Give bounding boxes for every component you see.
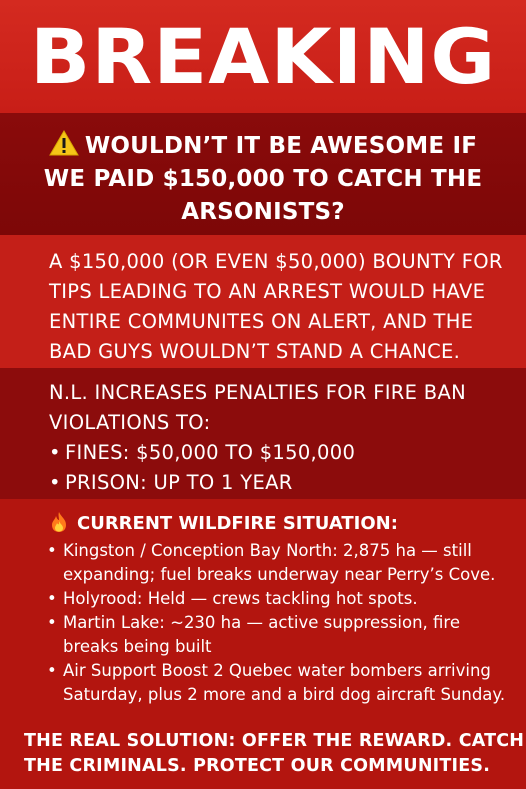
bullet-dot: • bbox=[49, 471, 61, 494]
bounty-line-2: TIPS LEADING TO AN ARREST WOULD HAVE bbox=[49, 280, 486, 303]
wildfire-section bbox=[0, 499, 526, 723]
bounty-line-3: ENTIRE COMMUNITES ON ALERT, AND THE bbox=[49, 310, 474, 333]
warning-icon bbox=[49, 130, 79, 156]
question-line-2: WE PAID $150,000 TO CATCH THE bbox=[43, 166, 483, 192]
penalty-prison bbox=[49, 468, 526, 498]
bounty-section bbox=[0, 235, 526, 368]
item-line: Holyrood: Held — crews tackling hot spots. bbox=[63, 589, 418, 608]
penalty-prison-text: PRISON: UP TO 1 YEAR bbox=[65, 471, 293, 494]
question-section bbox=[0, 113, 526, 235]
solution-line-1: THE REAL SOLUTION: OFFER THE REWARD. CATCH bbox=[24, 731, 525, 751]
item-line: Air Support Boost 2 Quebec water bombers arriving bbox=[63, 661, 491, 680]
list-item bbox=[47, 659, 526, 707]
bounty-line-4: BAD GUYS WOULDN’T STAND A CHANCE. bbox=[49, 340, 461, 363]
item-line: Saturday, plus 2 more and a bird dog aircraft Sunday. bbox=[63, 685, 506, 704]
penalty-fines bbox=[49, 438, 526, 468]
penalty-fines-text: FINES: $50,000 TO $150,000 bbox=[65, 441, 356, 464]
page-title: BREAKING bbox=[29, 11, 497, 101]
item-line: breaks being built bbox=[63, 637, 212, 656]
question-line-3: ARSONISTS? bbox=[181, 199, 345, 225]
item-line: Kingston / Conception Bay North: 2,875 ha — still bbox=[63, 541, 472, 560]
list-item bbox=[47, 587, 526, 611]
bullet-dot: • bbox=[47, 541, 57, 560]
bullet-dot: • bbox=[49, 441, 61, 464]
item-line: Martin Lake: ~230 ha — active suppression, fire bbox=[63, 613, 460, 632]
question-text-1: WOULDN’T IT BE AWESOME IF bbox=[84, 133, 478, 159]
penalties-section bbox=[0, 368, 526, 499]
header-banner bbox=[0, 0, 526, 113]
question-line-1 bbox=[0, 130, 526, 163]
item-line: expanding; fuel breaks underway near Perry’s Cove. bbox=[63, 565, 496, 584]
wildfire-list bbox=[47, 539, 526, 707]
penalties-heading-2: VIOLATIONS TO: bbox=[49, 411, 211, 434]
solution-section bbox=[0, 723, 526, 789]
wildfire-title bbox=[47, 511, 526, 537]
bullet-dot: • bbox=[47, 589, 57, 608]
list-item bbox=[47, 539, 526, 587]
fire-icon bbox=[49, 511, 69, 533]
wildfire-title-text: CURRENT WILDFIRE SITUATION: bbox=[77, 513, 398, 534]
bounty-line-1: A $150,000 (OR EVEN $50,000) BOUNTY FOR bbox=[49, 250, 503, 273]
list-item bbox=[47, 611, 526, 659]
solution-line-2: THE CRIMINALS. PROTECT OUR COMMUNITIES. bbox=[24, 756, 491, 776]
penalties-heading-1: N.L. INCREASES PENALTIES FOR FIRE BAN bbox=[49, 381, 466, 404]
bullet-dot: • bbox=[47, 613, 57, 632]
bullet-dot: • bbox=[47, 661, 57, 680]
